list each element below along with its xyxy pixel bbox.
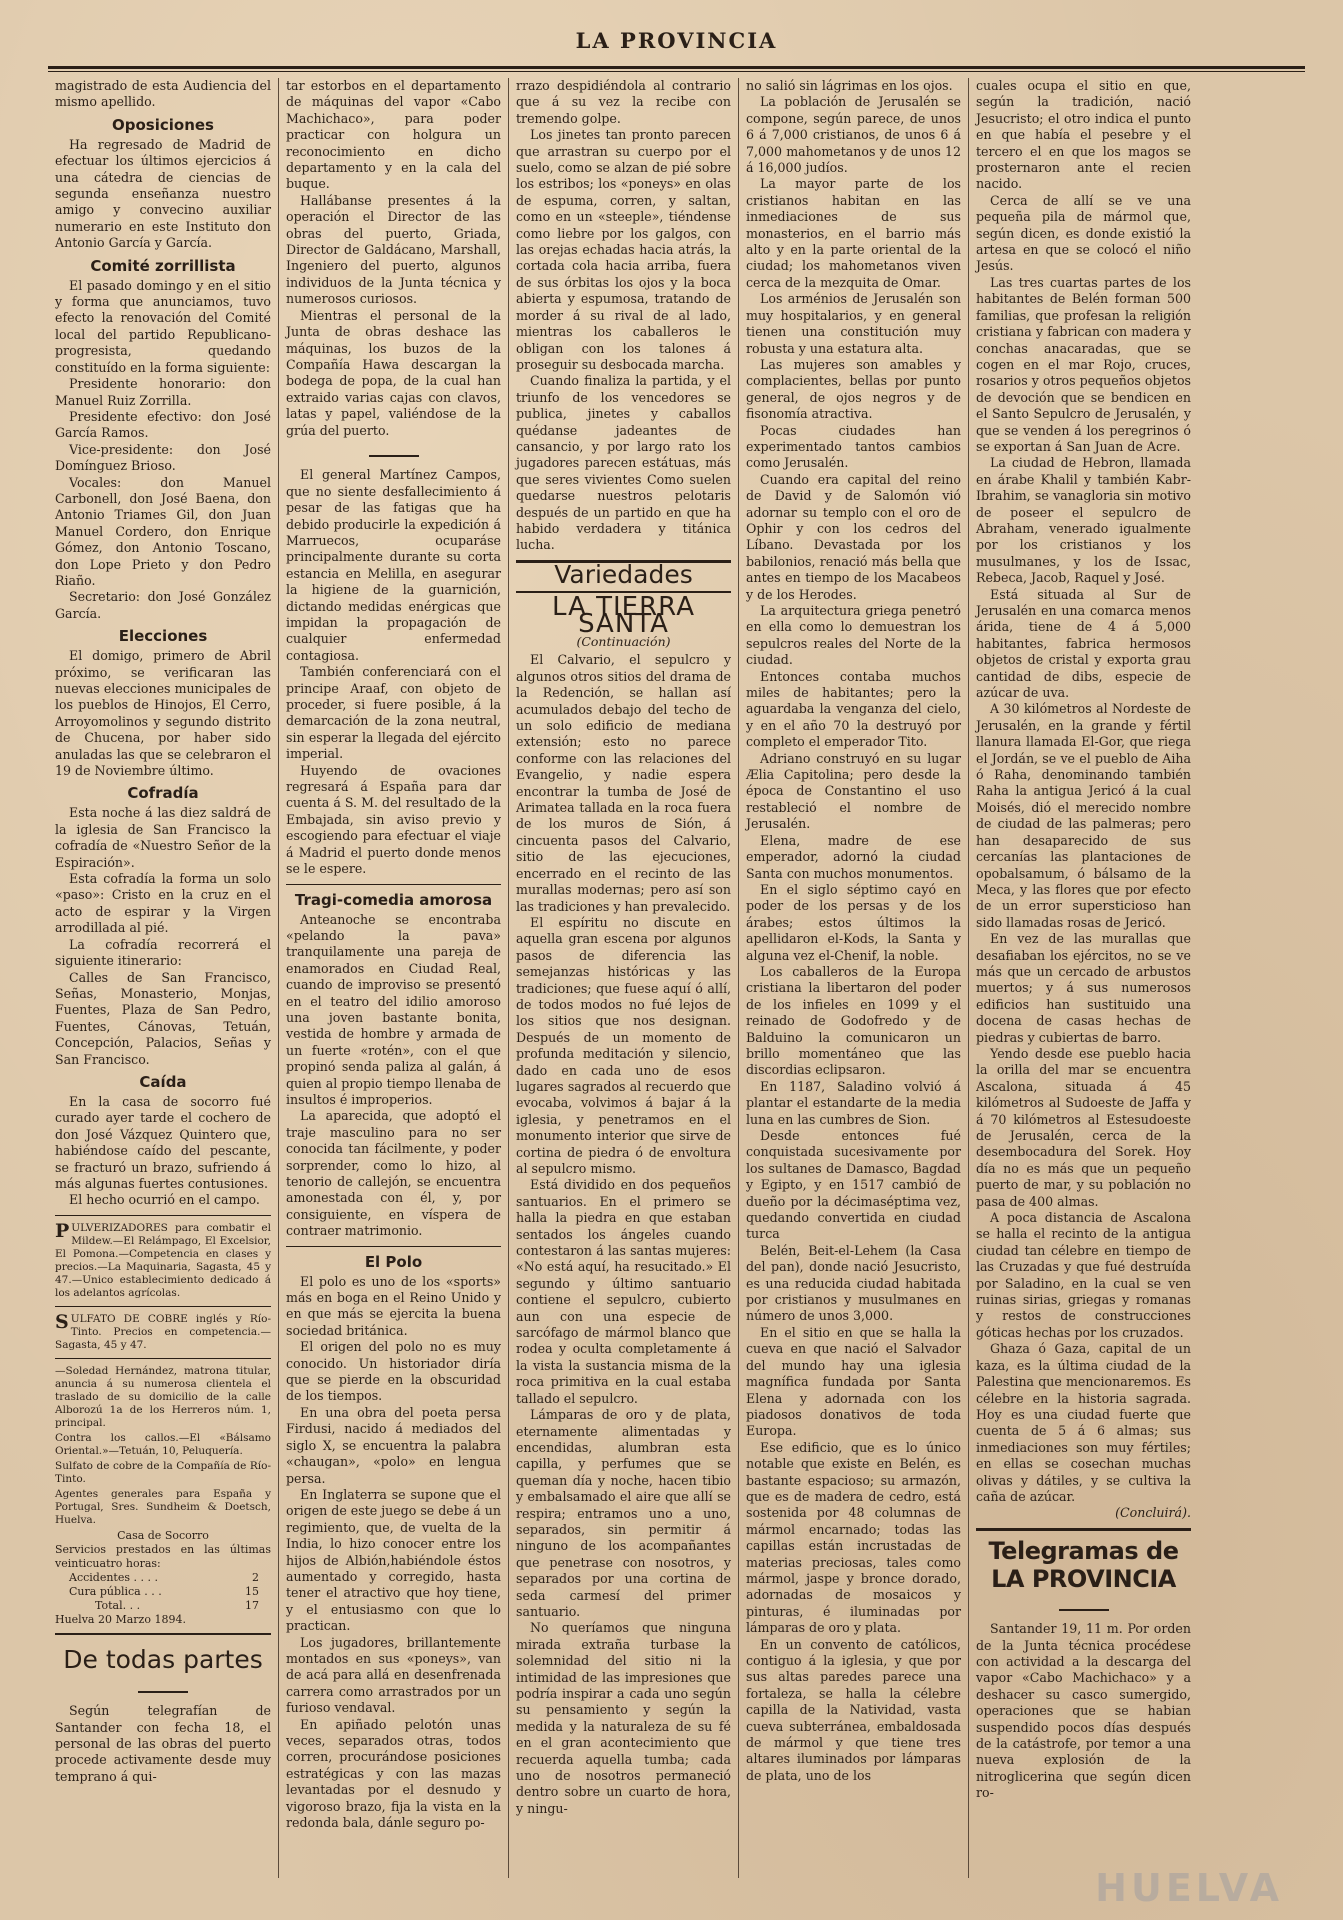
- paragraph: Cerca de allí se ve una pequeña pila de mármol que, según dicen, es donde existió la artesa en que se colocó el niño Jesús.: [976, 192, 1191, 274]
- ad-agentes: Agentes generales para España y Portugal, Sres. Sundheim & Doetsch, Huelva.: [55, 1487, 271, 1526]
- paragraph: Belén, Beit-el-Lehem (la Casa del pan), donde nació Jesucristo, es una reducida ciudad habitada por cristianos y musulmanes en número de unos 3,000.: [746, 1242, 961, 1324]
- column-3: [508, 78, 738, 1878]
- casa-value: 2: [252, 1570, 259, 1584]
- paragraph: Hallábanse presentes á la operación el Director de las obras del puerto, Griada, Director de Galdácano, Marshall, Ingeniero del puerto, algunos individuos de la Junta técnica y numerosos curiosos.: [286, 192, 501, 307]
- paragraph: Esta noche á las diez saldrá de la iglesia de San Francisco la cofradía de «Nuestro Señor de la Espiración».: [55, 805, 271, 870]
- paragraph: Presidente honorario: don Manuel Ruiz Zorrilla.: [55, 376, 271, 408]
- ad-text: ULFATO DE COBRE inglés y Río-Tinto. Precios en competencia.—Sagasta, 45 y 47.: [55, 1312, 271, 1351]
- paragraph: Cuando finaliza la partida, y el triunfo de los vencedores se publica, jinetes y caballos quédanse jadeantes de cansancio, y por largo rato los jugadores parecen estátuas, más que seres vivientes Como suelen quedarse nuestros pelotaris después de un partido en que ha habido verdadera y titánica lucha.: [516, 373, 731, 553]
- concluira-note: (Concluirá).: [1115, 1505, 1191, 1521]
- casa-date: Huelva 20 Marzo 1894.: [55, 1612, 186, 1626]
- paragraph: En la casa de socorro fué curado ayer tarde el cochero de don José Vázquez Quintero que, habiéndose caído del pescante, se fracturó un brazo, sufriendo á más algunas fuertes contusiones.: [55, 1093, 271, 1191]
- section-heading-cofradia: Cofradía: [127, 784, 199, 803]
- paragraph: En Inglaterra se supone que el origen de este juego se debe á un regimiento, que, de vuelta de la India, lo hizo conocer entre los hijos de Albión,habiéndole éstos aumentado y corregido, hasta tener el atractivo que hoy tiene, y el entusiasmo con que lo practican.: [286, 1486, 502, 1634]
- column-4: [738, 78, 968, 1878]
- paragraph: Presidente efectivo: don José García Ramos.: [55, 408, 271, 441]
- library-stamp: HUELVA: [1095, 1866, 1283, 1910]
- casa-row: [55, 1571, 271, 1585]
- paragraph: Ghaza ó Gaza, capital de un kaza, es la última ciudad de la Palestina que mencionaremos. Es célebre en la historia sagrada. Hoy es una ciudad fuerte que cuenta de 5 á 6 almas; sus inmediaciones son muy fértiles; en ellas se cosechan muchas olivas y dátiles, y se cultiva la caña de azúcar.: [976, 1341, 1191, 1504]
- continuation-note: (Continuación): [576, 634, 671, 649]
- divider: [55, 1358, 271, 1359]
- paragraph: A 30 kilómetros al Nordeste de Jerusalén, en la grande y fértil llanura llamada El-Gor, que riega el Jordán, se ve el pueblo de Aiha ó Raha, denominando también Raha la antigua Jericó á la cual Moisés, dió el merecido nombre de ciudad de las palmeras; pero han desaparecido de sus cercanías las plantaciones de opobalsamum, ó bálsamo de la Meca, y las flores que por efecto de un error supersticioso han sido llamadas rosas de Jericó.: [976, 701, 1191, 930]
- ad-pulverizadores: [55, 1219, 271, 1300]
- paragraph: Pocas ciudades han experimentado tantos cambios como Jerusalén.: [746, 422, 961, 471]
- paragraph: Secretario: don José González García.: [55, 589, 271, 621]
- paragraph: Según telegrafían de Santander con fecha 18, el personal de las obras del puerto procede activamente desde muy temprano á qui-: [55, 1703, 271, 1784]
- section-heading-todas-partes: De todas partes: [63, 1644, 263, 1674]
- paragraph: No queríamos que ninguna mirada extraña turbase la solemnidad del sitio ni la intimidad de las impresiones que podría inspirar a cada uno según su pensamiento y según la medida y la naturaleza de su fé en el gran acontecimiento que recuerda aquella tumba; cada uno de nosotros permaneció dentro sobre un cuarto de hora, y ningu-: [516, 1620, 731, 1816]
- paragraph: También conferenciará con el principe Araaf, con objeto de proceder, si fuere posible, á la demarcación de la zona neutral, sin esperar la llegada del ejército imperial.: [286, 664, 501, 762]
- paragraph: A poca distancia de Ascalona se halla el recinto de la antigua ciudad tan célebre en tiempo de las Cruzadas y que fué destruída por Saladino, en la cual se ven ruinas sirias, griegas y romanas y restos de construcciones góticas hechas por los cruzados.: [976, 1210, 1191, 1340]
- paragraph: Ha regresado de Madrid de efectuar los últimos ejercicios á una cátedra de ciencias de segunda enseñanza nuestro amigo y convecino auxiliar numerario en este Instituto don Antonio García y García.: [55, 136, 271, 251]
- drop-cap: S: [55, 1310, 69, 1333]
- advertisements: [55, 1219, 271, 1527]
- casa-label: Cura pública . . .: [69, 1584, 162, 1598]
- casa-total-row: [55, 1599, 271, 1613]
- paragraph: La población de Jerusalén se compone, según parece, de unos 6 á 7,000 cristianos, de unos 6 á 7,000 mahometanos y de unos 12 á 16,000 judíos.: [746, 94, 961, 176]
- casa-subtitle: Servicios prestados en las últimas veinticuatro horas:: [55, 1542, 271, 1570]
- ad-callos: Contra los callos.—El «Bálsamo Oriental.»—Tetuán, 10, Peluquería.: [55, 1431, 271, 1457]
- casa-label: Total. . .: [95, 1598, 141, 1612]
- casa-row: [55, 1585, 271, 1599]
- paragraph: Adriano construyó en su lugar Ælia Capitolina; pero desde la época de Constantino el uso restableció el nombre de Jerusalén.: [746, 750, 961, 832]
- paragraph: tar estorbos en el departamento de máquinas del vapor «Cabo Machichaco», para poder practicar con holgura un reconocimiento en dicho departamento y en la cala del buque.: [286, 78, 501, 192]
- masthead: [48, 28, 1305, 62]
- paragraph: Cuando era capital del reino de David y de Salomón vió adornar su templo con el oro de Ophir y con los cedros del Líbano. Devastada por los babilonios, renació más bella que antes en tiempo de los Macabeos y de los Herodes.: [746, 471, 961, 602]
- section-heading-elecciones: Elecciones: [118, 627, 208, 646]
- paragraph: Esta cofradía la forma un solo «paso»: Cristo en la cruz en el acto de espirar y la Virgen arrodillada al pié.: [55, 871, 271, 936]
- paragraph: La cofradía recorrerá el siguiente itinerario:: [55, 936, 271, 969]
- paragraph: Los jugadores, brillantemente montados en sus «poneys», van de acá para allá en desenfrenada carrera como arrastrados por un furioso vendaval.: [286, 1634, 501, 1716]
- paragraph: En el sitio en que se halla la cueva en que nació el Salvador del mundo hay una iglesia magnífica fundada por Santa Elena y adornada con los piadosos donativos de toda Europa.: [746, 1324, 961, 1439]
- paragraph: Los jinetes tan pronto parecen que arrastran su cuerpo por el suelo, como se alzan de pié sobre los estribos; los «poneys» en olas de espuma, corren, y saltan, como en un «steeple», tiéndense como liebre por los galgos, con las orejas echadas hacia atrás, la cortada cola hacia arriba, fuera de sus órbitas los ojos y la boca abierta y espumosa, tratando de morder á su rival de al lado, mientras los caballeros le obligan con los talones á proseguir su desbocada marcha.: [516, 127, 731, 372]
- divider: [286, 884, 501, 885]
- paragraph: En apiñado pelotón unas veces, separados otras, todos corren, procurándose posiciones estratégicas y con las mazas levantadas por el desnudo y vigoroso brazo, fija la vista en la redonda bala, dánle seguro po-: [286, 1716, 501, 1831]
- masthead-title: LA PROVINCIA: [575, 28, 778, 53]
- divider: [286, 1246, 501, 1247]
- paragraph: El general Martínez Campos, que no siente desfallecimiento á pesar de las fatigas que ha debido producirle la expedición á Marruecos, ocuparáse principalmente durante su corta estancia en Melilla, en asegurar la higiene de la guarnición, dictando medidas enérgicas que impidan la propagación de cualquier enfermedad contagiosa.: [286, 467, 501, 663]
- paragraph: El Calvario, el sepulcro y algunos otros sitios del drama de la Redención, se hallan así acumulados debajo del techo de un solo edificio de mediana extensión; esto no parece conforme con las relaciones del Evangelio, y nadie espera encontrar la tumba de José de Arimatea tallada en la roca fuera de los muros de Sión, á cincuenta pasos del Calvario, sitio de las ejecuciones, encerrado en el recinto de las murallas modernas; pero así son las tradiciones y han prevalecido.: [516, 652, 731, 914]
- section-heading-tragicomedia: Tragi-comedia amorosa: [294, 890, 493, 909]
- drop-cap: P: [55, 1219, 70, 1242]
- variedades-title: Variedades: [554, 559, 693, 589]
- section-heading-oposiciones: Oposiciones: [112, 115, 214, 134]
- paragraph: Las tres cuartas partes de los habitantes de Belén forman 500 familias, que profesan la religión cristiana y fabrican con madera y conchas anacaradas, que se cogen en el mar Rojo, cruces, rosarios y otros pequeños objetos de devoción que se bendicen en el Santo Sepulcro de Jerusalén, y que se venden á los peregrinos ó se exportan á San Juan de Acre.: [976, 274, 1191, 454]
- paragraph: Lámparas de oro y de plata, eternamente alimentadas y encendidas, alumbran esta capilla, y perfumes que se queman día y noche, hacen tibio y embalsamado el aire que allí se respira; entramos uno a uno, separados, sin permitir á ninguno de los acompañantes que penetrase con nosotros, y separados por una cortina de seda carmesí del primer santuario.: [516, 1407, 731, 1619]
- casa-de-socorro: [55, 1529, 271, 1627]
- columns: [48, 78, 1305, 1878]
- paragraph: Entonces contaba muchos miles de habitantes; pero la aguardaba la venganza del cielo, y en el año 70 la destruyó por completo el emperador Tito.: [746, 668, 961, 750]
- column-2: [278, 78, 508, 1878]
- paragraph: En el siglo séptimo cayó en poder de los persas y de los árabes; estos últimos la apellidaron el-Kods, la Santa y alguna vez el-Chenif, la noble.: [746, 881, 961, 963]
- ad-rio-tinto: Sulfato de cobre de la Compañía de Río-Tinto.: [55, 1459, 271, 1485]
- paragraph: Ese edificio, que es lo único notable que existe en Belén, es bastante espacioso; su armazón, que es de madera de cedro, está sostenida por 48 columnas de mármol encarnado; todas las capillas están incrustadas de materias preciosas, tales como mármol, jaspe y bronce dorado, adornadas de mosaicos y pinturas, é iluminadas por lámparas de oro y plata.: [746, 1439, 961, 1636]
- section-heading-caida: Caída: [139, 1072, 187, 1091]
- paragraph: Yendo desde ese pueblo hacia la orilla del mar se encuentra Ascalona, situada á 45 kilómetros al Sudoeste de Jaffa y á 70 kilómetros al Estesudoeste de Jerusalén, cerca de la desembocadura del Sorek. Hoy día no es más que un pequeño puerto de mar, y su población no pasa de 400 almas.: [976, 1045, 1191, 1209]
- paragraph: Vice-presidente: don José Domínguez Brioso.: [55, 441, 271, 474]
- ad-text: ULVERIZADORES para combatir el Mildew.—El Relámpago, El Excelsior, El Pomona.—Competencia en clases y precios.—La Maquinaria, Sagasta, 45 y 47.—Unico establecimiento dedicado á los adelantos agrícolas.: [55, 1221, 271, 1299]
- casa-title: Casa de Socorro: [117, 1528, 209, 1542]
- column-1: [48, 78, 278, 1878]
- section-heading-telegramas: Telegramas de LA PROVINCIA: [988, 1536, 1179, 1593]
- ornament: [286, 445, 501, 461]
- paragraph: En 1187, Saladino volvió á plantar el estandarte de la media luna en las cumbres de Sion.: [746, 1078, 961, 1127]
- casa-label: Accidentes . . . .: [69, 1570, 158, 1584]
- divider: [55, 1633, 271, 1635]
- paragraph: El hecho ocurrió en el campo.: [69, 1192, 260, 1208]
- paragraph: no salió sin lágrimas en los ojos.: [746, 78, 953, 93]
- ad-matrona: —Soledad Hernández, matrona titular, anuncia á su numerosa clientela el traslado de su domicilio de la calle Alborozú 1a de los Herreros núm. 1, principal.: [55, 1364, 271, 1429]
- paragraph: Está situada al Sur de Jerusalén en una comarca menos árida, tiene de 4 á 5,000 habitantes, fabrica hermosos objetos de cristal y exporta grau cantidad de dibs, especie de azúcar de uva.: [976, 586, 1191, 701]
- ornament: [976, 1599, 1191, 1615]
- divider: [55, 1215, 271, 1216]
- ad-sulfato: [55, 1310, 271, 1352]
- divider: [55, 1306, 271, 1307]
- paragraph: Anteanoche se encontraba «pelando la pava» tranquilamente una pareja de enamorados en Ciudad Real, cuando de improviso se presentó en el teatro del idilio amoroso una joven bastante bonita, vestida de hombre y armada de un fuerte «rotén», con el que propinó senda paliza al galán, á quien al propio tiempo llenaba de insultos é improperios.: [286, 911, 501, 1107]
- ornament: [55, 1681, 271, 1697]
- paragraph: cuales ocupa el sitio en que, según la tradición, nació Jesucristo; el otro indica el punto en que había el pesebre y el tercero el en que los magos se prosternaron ante el recien nacido.: [976, 78, 1191, 192]
- masthead-rule: [48, 66, 1305, 72]
- paragraph: Está dividido en dos pequeños santuarios. En el primero se halla la piedra en que estaban sentados los ángeles cuando contestaron á las santas mujeres: «No está aquí, ha resucitado.» El segundo y último santuario contiene el sepulcro, cubierto aun con una especie de sarcófago de mármol blanco que rodea y oculta completamente á la vista la sustancia misma de la roca primitiva en la cual estaba tallado el sepulcro.: [516, 1177, 731, 1406]
- paragraph: El polo es uno de los «sports» más en boga en el Reino Unido y en que más se ejercita la buena sociedad británica.: [286, 1273, 501, 1338]
- paragraph: La arquitectura griega penetró en ella como lo demuestran los sepulcros reales del Norte de la ciudad.: [746, 603, 961, 668]
- paragraph: Huyendo de ovaciones regresará á España para dar cuenta á S. M. del resultado de la Embajada, sin aviso previo y escogiendo para efectuar el viaje á Madrid el puerto donde menos se le espere.: [286, 762, 501, 877]
- divider: [976, 1528, 1191, 1531]
- article-title-tierra-santa: LA TIERRA SANTA: [552, 592, 695, 639]
- variedades-banner: [516, 560, 731, 593]
- paragraph: El domigo, primero de Abril próximo, se verificaran las nuevas elecciones municipales de los pueblos de Hinojos, El Cerro, Arroyomolinos y segundo distrito de Chucena, por haber sido anuladas las que se celebraron el 19 de Noviembre último.: [55, 648, 271, 779]
- paragraph: La ciudad de Hebron, llamada en árabe Khalil y también Kabr-Ibrahim, se vanagloria sin motivo de poseer el sepulcro de Abraham, venerado igualmente por los cristianos y los musulmanes, y los de Issac, Rebeca, Jacob, Raquel y José.: [976, 455, 1191, 586]
- paragraph: Elena, madre de ese emperador, adornó la ciudad Santa con muchos monumentos.: [746, 832, 961, 881]
- section-heading-comite: Comité zorrillista: [90, 256, 236, 275]
- paragraph: Las mujeres son amables y complacientes, bellas por punto general, de ojos negros y de fisonomía atractiva.: [746, 356, 961, 422]
- casa-value: 17: [245, 1598, 259, 1612]
- paragraph: El origen del polo no es muy conocido. Un historiador diría que se pierde en la obscuridad de los tiempos.: [286, 1339, 501, 1404]
- paragraph: Mientras el personal de la Junta de obras deshace las máquinas, los buzos de la Compañía Hawa descargan la bodega de popa, de la cual han extraido varias cajas con clavos, latas y papel, valiéndose de la grúa del puerto.: [286, 307, 501, 438]
- paragraph: Calles de San Francisco, Señas, Monasterio, Monjas, Fuentes, Plaza de San Pedro, Fuentes, Cánovas, Tetuán, Concepción, Palacios, Señas y San Francisco.: [55, 969, 271, 1067]
- paragraph: Desde entonces fué conquistada sucesivamente por los sultanes de Damasco, Bagdad y Egipto, y en 1517 cambió de dueño por la décimaséptima vez, quedando convertida en ciudad turca: [746, 1128, 961, 1242]
- section-heading-polo: El Polo: [364, 1252, 423, 1271]
- paragraph: Los caballeros de la Europa cristiana la libertaron del poder de los infieles en 1099 y el reinado de Godofredo y de Balduino la comunicaron un brillo momentáneo que las discordias eclipsaron.: [746, 963, 961, 1078]
- column-5: [968, 78, 1198, 1878]
- paragraph: El espíritu no discute en aquella gran escena por algunos pasos de diferencia las semejanzas históricas y las tradiciones; que fuese aquí ó allí, de todos modos no fué lejos de los sitios que nos designan. Después de un momento de profunda meditación y silencio, dado en cada uno de esos lugares sagrados al recuerdo que evocaba, volvimos á bajar á la iglesia, y penetramos en el monumento interior que sirve de cortina de piedra ó de envoltura al sepulcro mismo.: [516, 914, 731, 1176]
- paragraph: La mayor parte de los cristianos habitan en las inmediaciones de sus monasterios, en el barrio más alto y en la parte oriental de la ciudad; los mahometanos viven cerca de la mezquita de Omar.: [746, 176, 961, 290]
- paragraph: En un convento de católicos, contiguo á la iglesia, y que por sus altas paredes parece una fortaleza, se halla la célebre capilla de la Natividad, vasta cueva subterránea, embaldosada de mármol y que tiene tres altares iluminados por lámparas de plata, uno de los: [746, 1636, 961, 1783]
- casa-value: 15: [245, 1584, 259, 1598]
- paragraph: magistrado de esta Audiencia del mismo apellido.: [55, 78, 271, 110]
- paragraph: En una obra del poeta persa Firdusi, nacido á mediados del siglo X, se encuentra la palabra «chaugan», «polo» en lengua persa.: [286, 1404, 501, 1486]
- paragraph: En vez de las murallas que desafiaban los ejércitos, no se ve más que un cercado de arbustos muertos; y á sus numerosos edificios han sustituido una docena de casas hechas de piedras y cubiertas de barro.: [976, 931, 1191, 1045]
- paragraph: Vocales: don Manuel Carbonell, don José Baena, don Antonio Triames Gil, don Juan Manuel Cordero, don Enrique Gómez, don Antonio Toscano, don Lope Prieto y don Pedro Riaño.: [55, 474, 271, 588]
- paragraph: La aparecida, que adoptó el traje masculino para no ser conocida tan fácilmente, y poder sorprender, como lo hizo, al tenorio de callejón, se encuentra amonestada con él, y, por consiguiente, en víspera de contraer matrimonio.: [286, 1108, 501, 1239]
- paragraph: El pasado domingo y en el sitio y forma que anunciamos, tuvo efecto la renovación del Comité local del partido Republicano-progresista, quedando constituído en la forma siguiente:: [55, 277, 271, 375]
- paragraph: rrazo despidiéndola al contrario que á su vez la recibe con tremendo golpe.: [516, 78, 731, 126]
- paragraph: Los arménios de Jerusalén son muy hospitalarios, y en general tienen una constitución muy robusta y una estatura alta.: [746, 291, 961, 356]
- paragraph: Santander 19, 11 m. Por orden de la Junta técnica procédese con actividad a la descarga del vapor «Cabo Machichaco» y a deshacer su casco sumergido, operaciones que se habian suspendido pocos días después de la catástrofe, por temor a una nueva explosión de la nitroglicerina que según dicen ro-: [976, 1621, 1191, 1801]
